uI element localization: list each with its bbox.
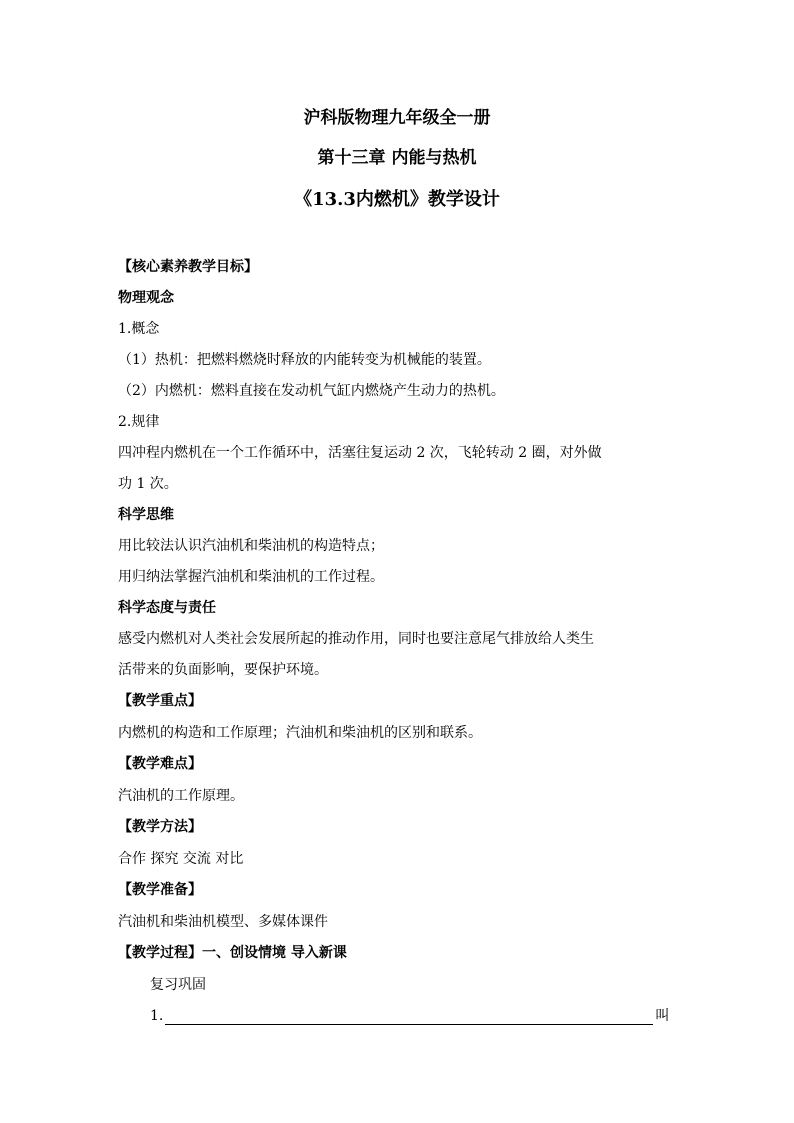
thinking-text-2: 用归纳法掌握汽油机和柴油机的工作过程。 (118, 569, 384, 585)
law-text-line-1: 四冲程内燃机在一个工作循环中，活塞往复运动 2 次，飞轮转动 2 圈，对外做 (118, 445, 602, 461)
chapter-title: 第十三章 内能与热机 (317, 148, 477, 168)
preparation-heading: 【教学准备】 (118, 882, 202, 898)
law-text-line-2: 功 1 次。 (118, 476, 178, 492)
review-label: 复习巩固 (150, 977, 206, 993)
concept-label: 1.概念 (118, 321, 160, 337)
key-points-text: 内燃机的构造和工作原理；汽油机和柴油机的区别和联系。 (118, 725, 482, 741)
attitude-heading: 科学态度与责任 (118, 600, 216, 616)
document-body (118, 252, 678, 1032)
attitude-text-2: 活带来的负面影响，要保护环境。 (118, 662, 328, 678)
lesson-title: 《13.3内燃机》教学设计 (294, 189, 500, 210)
concept-item-heat-engine: （1）热机：把燃料燃烧时释放的内能转变为机械能的装置。 (118, 352, 491, 368)
difficulty-heading: 【教学难点】 (118, 756, 202, 772)
goals-heading: 【核心素养教学目标】 (118, 259, 258, 275)
process-heading: 【教学过程】一、创设情境 导入新课 (118, 945, 347, 961)
physics-concept-heading: 物理观念 (118, 290, 174, 306)
question-1-tail: 叫 (655, 1008, 670, 1024)
question-1-blank (165, 1006, 653, 1025)
key-points-heading: 【教学重点】 (118, 693, 202, 709)
thinking-text-1: 用比较法认识汽油机和柴油机的构造特点； (118, 538, 384, 554)
attitude-text-1: 感受内燃机对人类社会发展所起的推动作用，同时也要注意尾气排放给人类生 (118, 631, 594, 647)
question-1-number: 1. (150, 1008, 164, 1024)
science-thinking-heading: 科学思维 (118, 507, 174, 523)
method-text: 合作 探究 交流 对比 (118, 851, 244, 867)
method-heading: 【教学方法】 (118, 819, 202, 835)
law-label: 2.规律 (118, 414, 160, 430)
preparation-text: 汽油机和柴油机模型、多媒体课件 (118, 914, 328, 930)
concept-item-internal-combustion: （2）内燃机：燃料直接在发动机气缸内燃烧产生动力的热机。 (118, 383, 505, 399)
difficulty-text: 汽油机的工作原理。 (118, 788, 244, 804)
document-title: 沪科版物理九年级全一册 (303, 108, 491, 128)
question-1 (118, 1001, 678, 1032)
